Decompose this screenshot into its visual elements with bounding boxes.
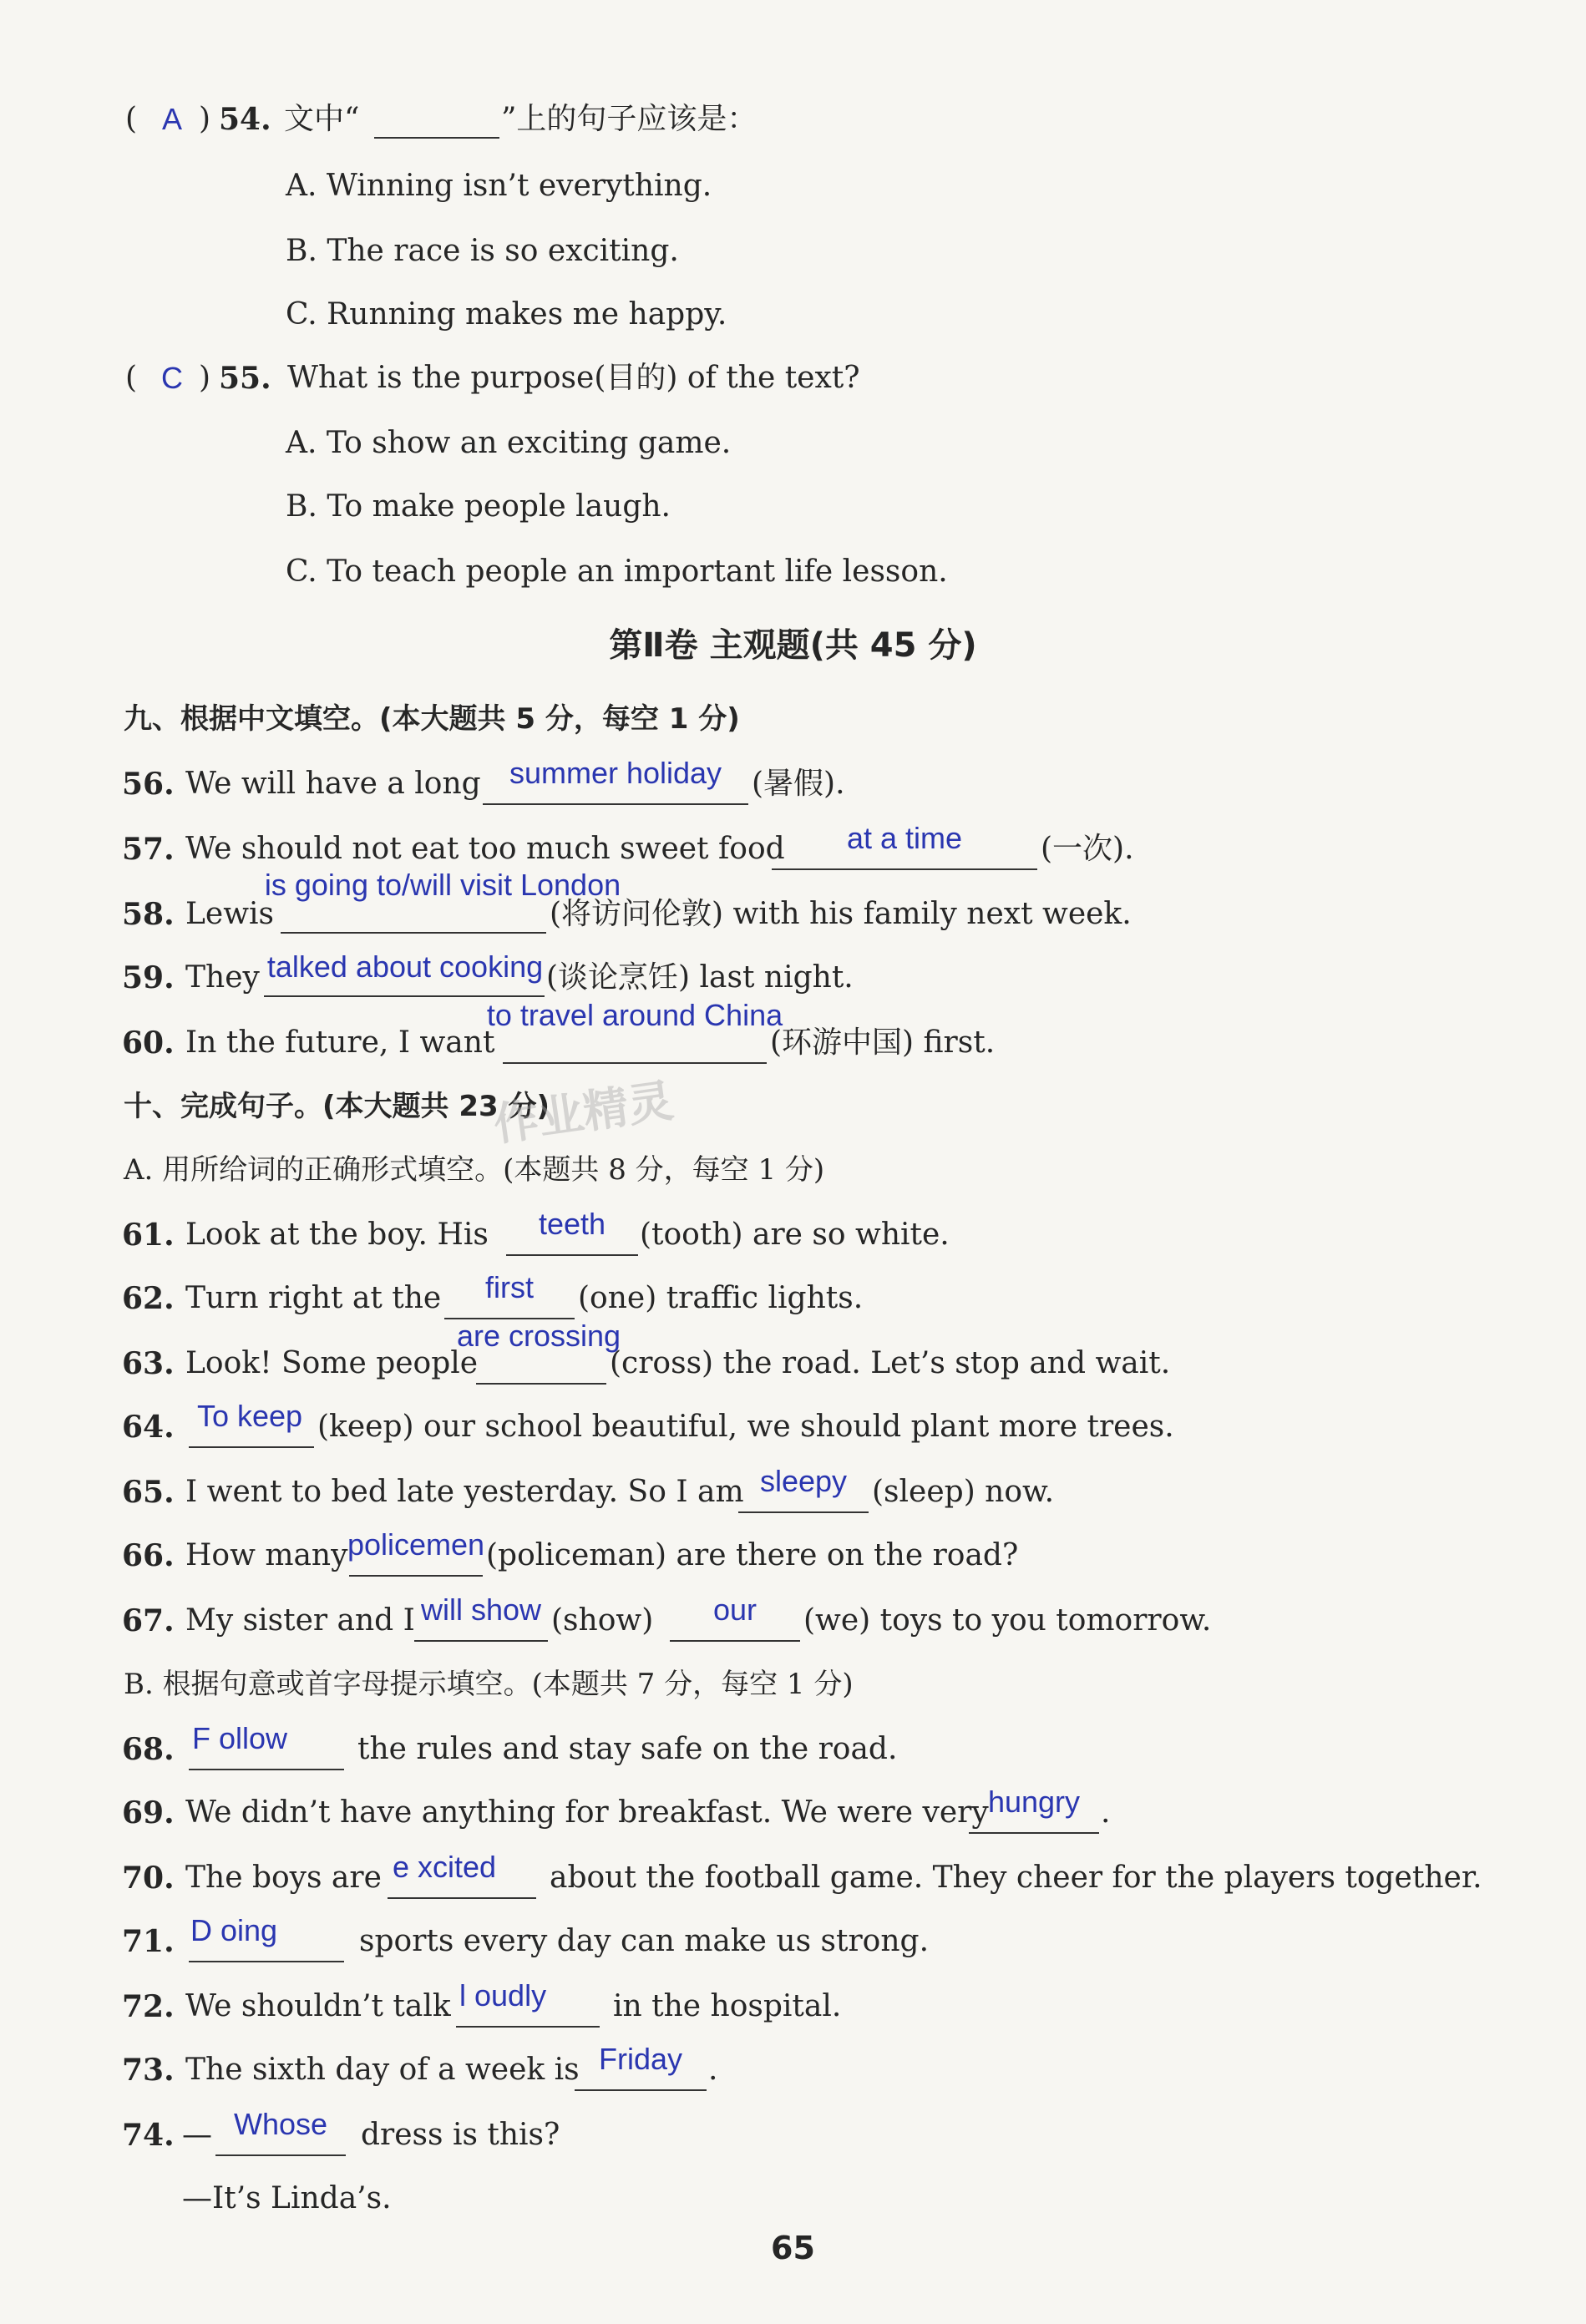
answer-54: A [161,102,182,136]
answer-71: D oing [190,1913,278,1947]
question-68: 68. F ollow the rules and stay safe on the road. [0,1722,1586,1777]
answer-72: l oudly [459,1978,547,2013]
answer-66: policemen [347,1527,485,1562]
section-9-heading: 九、根据中文填空。(本大题共 5 分，每空 1 分) [124,702,740,736]
answer-55: C [161,361,183,395]
subsection-b: B. 根据句意或首字母提示填空。(本题共 7 分，每空 1 分) [124,1668,854,1701]
question-55: ( C ) 55. What is the purpose(目的) of the text? [0,351,1586,406]
answer-61: teeth [538,1207,606,1241]
question-69: 69. We didn’t have anything for breakfast. We were very hungry . [0,1785,1586,1840]
question-73: 73. The sixth day of a week is Friday . [0,2043,1586,2098]
option: A. Winning isn’t everything. [286,169,712,203]
question-70: 70. The boys are e xcited about the football game. They cheer for the players together. [0,1851,1586,1906]
question-58: 58. Lewis is going to/will visit London (将访问伦敦) with his family next week. [122,868,1132,932]
part-two-title: 第Ⅱ卷 主观题(共 45 分) [609,626,977,665]
blank-line [374,137,499,139]
answer-74: Whose [233,2107,328,2141]
question-67: 67. My sister and I will show (show) our (we) toys to you tomorrow. [0,1593,1586,1648]
answer-68: F ollow [192,1721,288,1755]
question-74: 74. — Whose dress is this? [0,2108,1586,2163]
answer-64: To keep [196,1399,303,1433]
question-74-reply: —It’s Linda’s. [182,2181,392,2215]
section-10-heading: 十、完成句子。(本大题共 23 分) [124,1090,550,1123]
answer-58: is going to/will visit London [264,868,621,902]
answer-63: are crossing [456,1319,621,1353]
question-60: 60. In the future, I want to travel around China (环游中国) first. [0,1015,1586,1071]
question-62: 62. Turn right at the first (one) traffic lights. [0,1271,1586,1326]
question-57: 57. We should not eat too much sweet food at a time (一次). [0,822,1586,877]
answer-60: to travel around China [486,998,783,1032]
option: B. To make people laugh. [286,489,671,524]
page-number: 65 [771,2230,815,2266]
option: B. The race is so exciting. [286,234,679,268]
answer-65: sleepy [759,1464,848,1498]
answer-59: talked about cooking [266,949,544,984]
question-65: 65. I went to bed late yesterday. So I am sleepy (sleep) now. [0,1465,1586,1520]
question-56: 56. We will have a long summer holiday (暑假). [0,757,1586,812]
question-number: 54. [219,102,271,137]
option: C. Running makes me happy. [286,297,727,332]
question-54: ( A ) 54. 文中“ ”上的句子应该是： [0,92,1586,147]
question-63: 63. Look! Some people are crossing (cross) the road. Let’s stop and wait. [0,1336,1586,1391]
answer-67b: our [712,1592,758,1627]
answer-67a: will show [420,1592,542,1627]
answer-56: summer holiday [509,756,722,790]
subsection-a: A. 用所给词的正确形式填空。(本题共 8 分，每空 1 分) [124,1153,825,1187]
question-59: 59. They talked about cooking (谈论烹饪) last night. [122,949,854,995]
question-71: 71. D oing sports every day can make us strong. [0,1914,1586,1969]
question-72: 72. We shouldn’t talk l oudly in the hospital. [0,1979,1586,2034]
question-64: 64. To keep (keep) our school beautiful, we should plant more trees. [0,1400,1586,1455]
answer-57: at a time [846,821,963,855]
question-61: 61. Look at the boy. His teeth (tooth) are so white. [0,1208,1586,1263]
answer-73: Friday [598,2042,683,2076]
watermark: 作业精灵 [490,1074,676,1152]
question-66: 66. How many policemen (policeman) are there on the road? [0,1528,1586,1583]
option: A. To show an exciting game. [286,426,732,460]
answer-70: e xcited [393,1850,497,1884]
answer-62: first [485,1270,534,1304]
answer-69: hungry [987,1785,1081,1819]
option: C. To teach people an important life lesson. [286,554,948,589]
